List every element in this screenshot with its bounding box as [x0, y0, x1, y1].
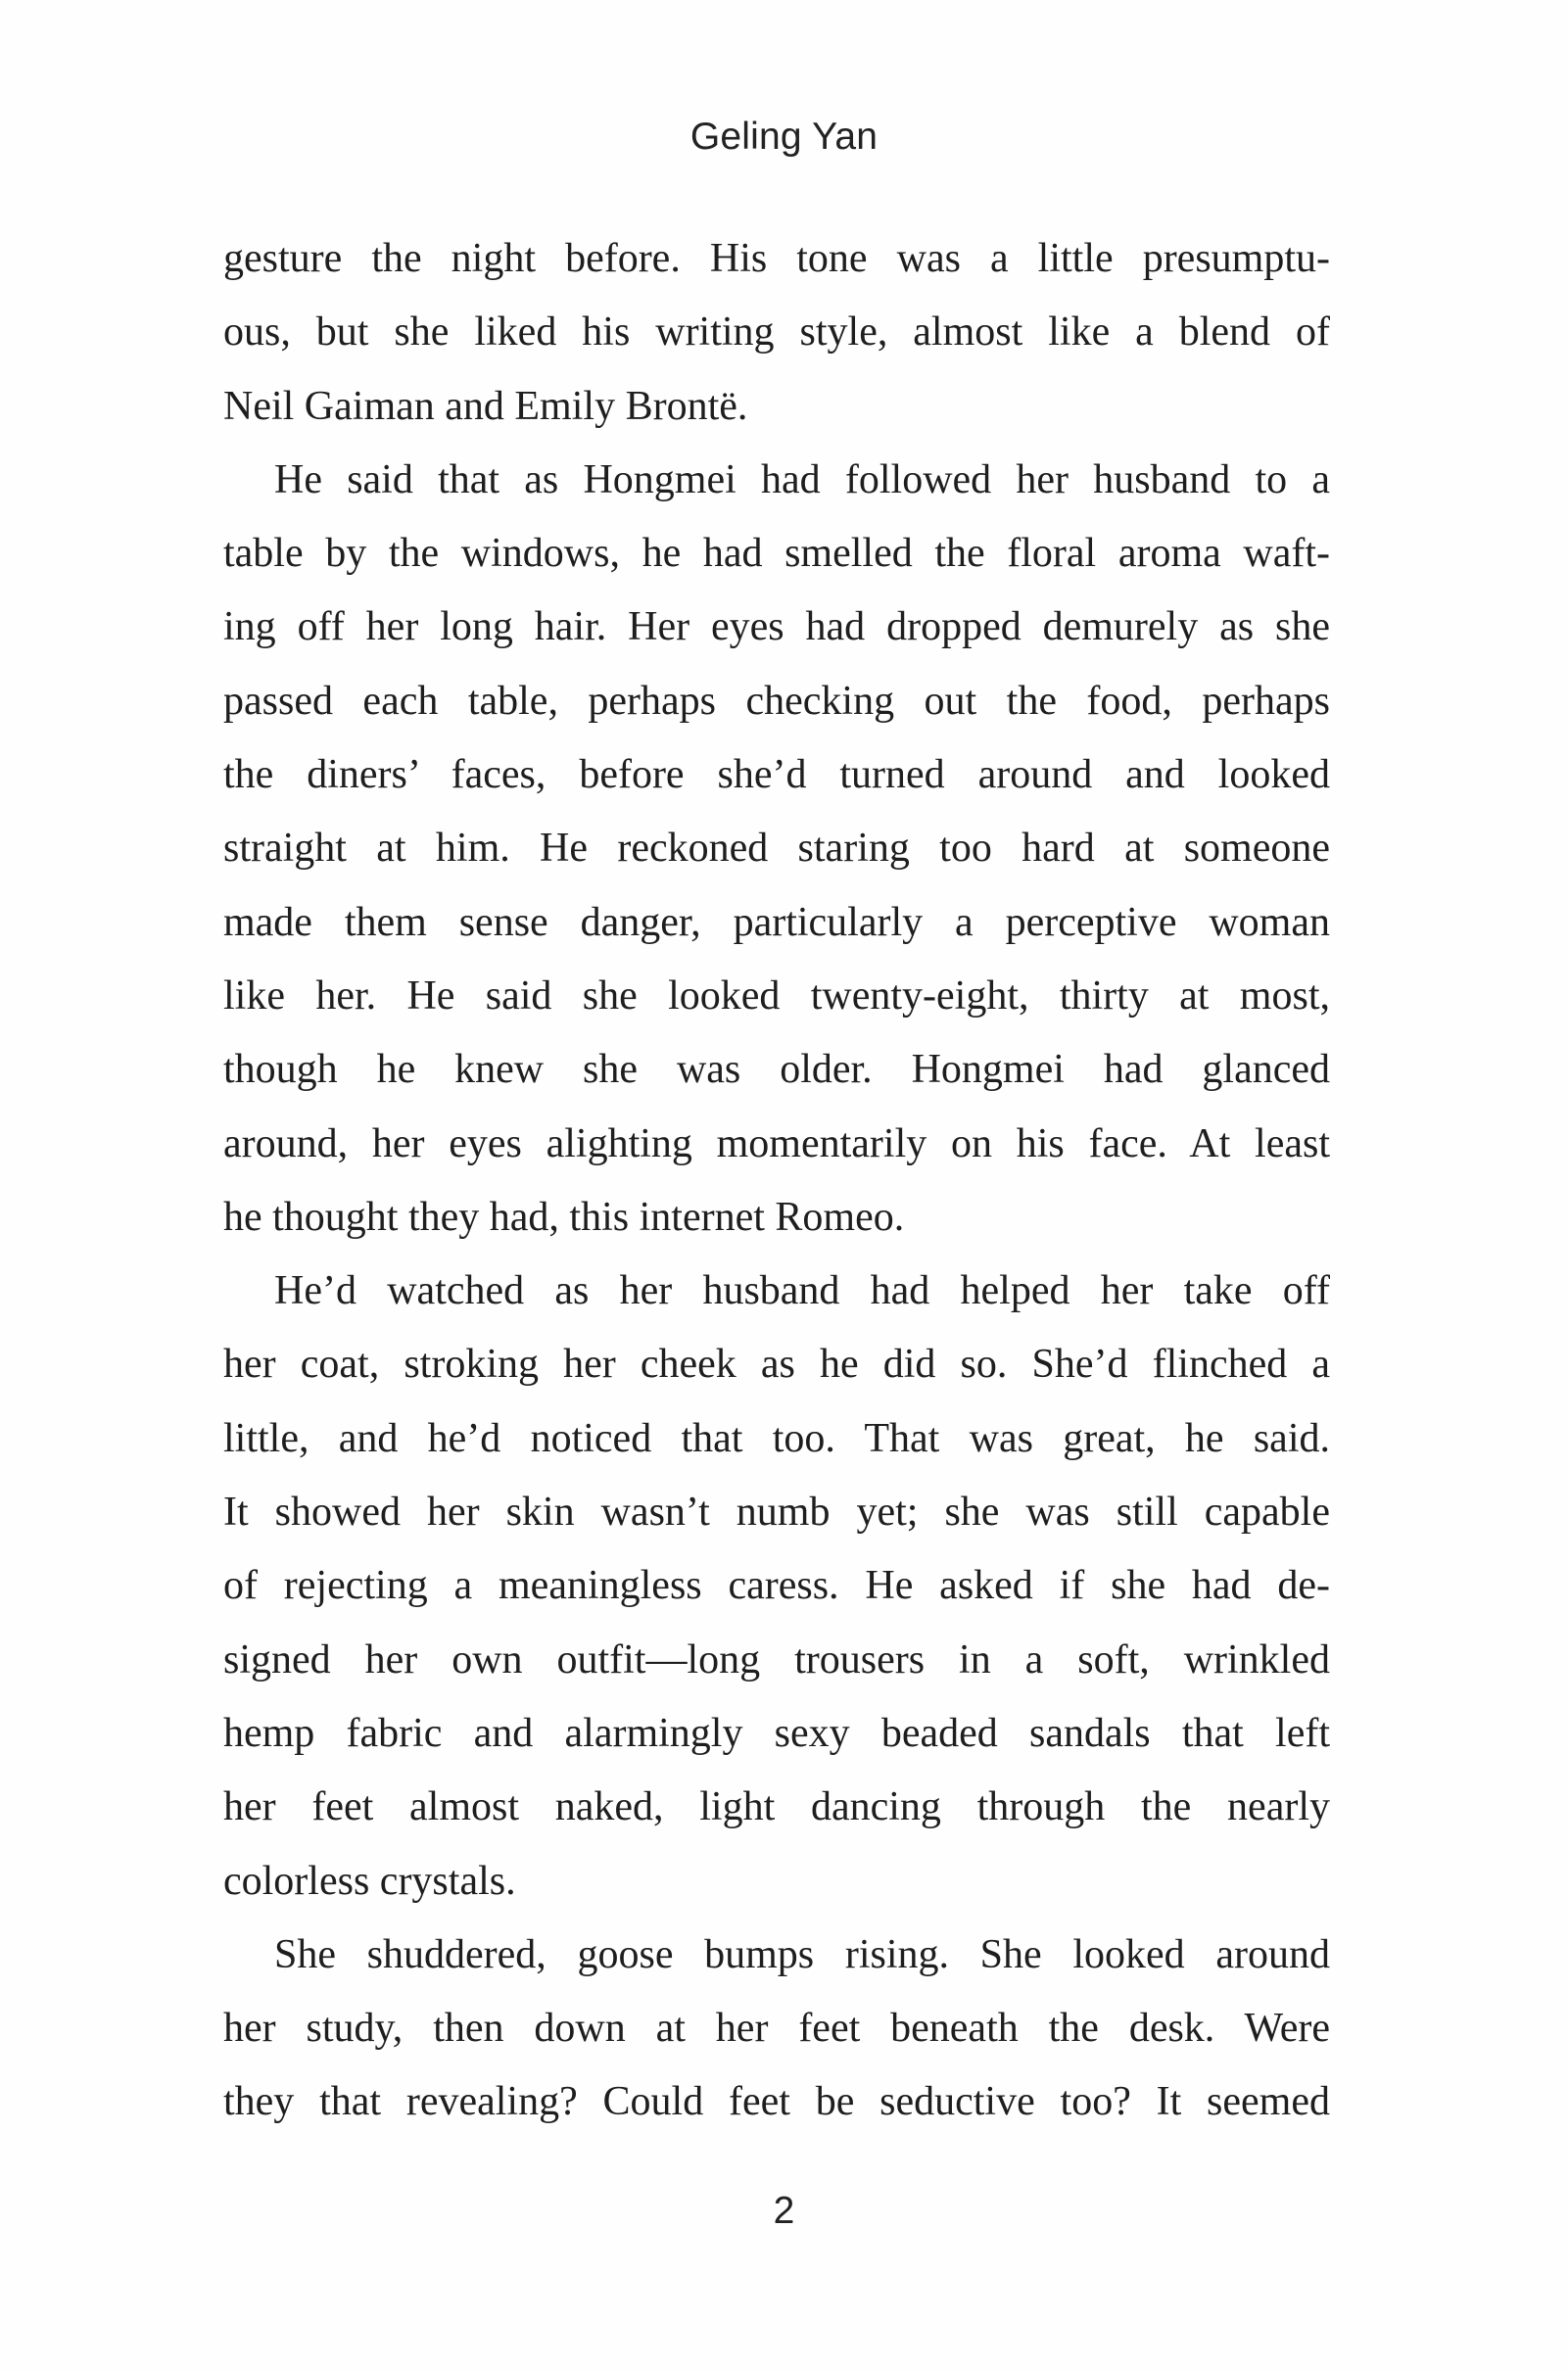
text-line: her coat, stroking her cheek as he did so. She’d flinched a	[223, 1342, 1330, 1388]
text-line: of rejecting a meaningless caress. He asked if she had de-	[223, 1563, 1330, 1609]
page-number: 2	[773, 2190, 795, 2232]
text-line: passed each table, perhaps checking out the food, perhaps	[223, 678, 1330, 724]
text-line: ous, but she liked his writing style, almost like a blend of	[223, 309, 1330, 356]
text-line: around, her eyes alighting momentarily on his face. At least	[223, 1120, 1330, 1166]
text-line: It showed her skin wasn’t numb yet; she was still capable	[223, 1490, 1330, 1536]
text-line: her feet almost naked, light dancing through the nearly	[223, 1784, 1330, 1830]
text-line: they that revealing? Could feet be seductive too? It seemed	[223, 2079, 1330, 2125]
text-line: the diners’ faces, before she’d turned around and looked	[223, 752, 1330, 798]
text-line: He’d watched as her husband had helped her take off	[274, 1268, 1330, 1314]
text-line: colorless crystals.	[223, 1858, 516, 1904]
text-line: gesture the night before. His tone was a little presumptu-	[223, 236, 1330, 281]
text-line: little, and he’d noticed that too. That was great, he said.	[223, 1415, 1330, 1461]
paragraph	[223, 222, 1330, 444]
text-line: like her. He said she looked twenty-eight, thirty at most,	[223, 972, 1330, 1019]
text-line: hemp fabric and alarmingly sexy beaded sandals that left	[223, 1710, 1330, 1756]
running-head-author: Geling Yan	[689, 116, 879, 158]
text-line: She shuddered, goose bumps rising. She looked around	[274, 1931, 1330, 1977]
text-line: though he knew she was older. Hongmei had glanced	[223, 1047, 1330, 1093]
text-line: He said that as Hongmei had followed her husband to a	[274, 456, 1330, 502]
text-line: he thought they had, this internet Romeo.	[223, 1194, 905, 1240]
text-line: table by the windows, he had smelled the floral aroma waft-	[223, 531, 1330, 577]
text-line: signed her own outfit—long trousers in a soft, wrinkled	[223, 1636, 1330, 1683]
text-line: her study, then down at her feet beneath the desk. Were	[223, 2006, 1330, 2052]
text-line: Neil Gaiman and Emily Brontë.	[223, 383, 748, 429]
paragraph	[223, 444, 1330, 1255]
text-line: ing off her long hair. Her eyes had dropped demurely as she	[223, 604, 1330, 650]
paragraph	[223, 1255, 1330, 1919]
text-line: straight at him. He reckoned staring too hard at someone	[223, 826, 1330, 872]
paragraph	[223, 1919, 1330, 2140]
text-line: made them sense danger, particularly a perceptive woman	[223, 899, 1330, 945]
body-text	[223, 222, 1330, 2140]
